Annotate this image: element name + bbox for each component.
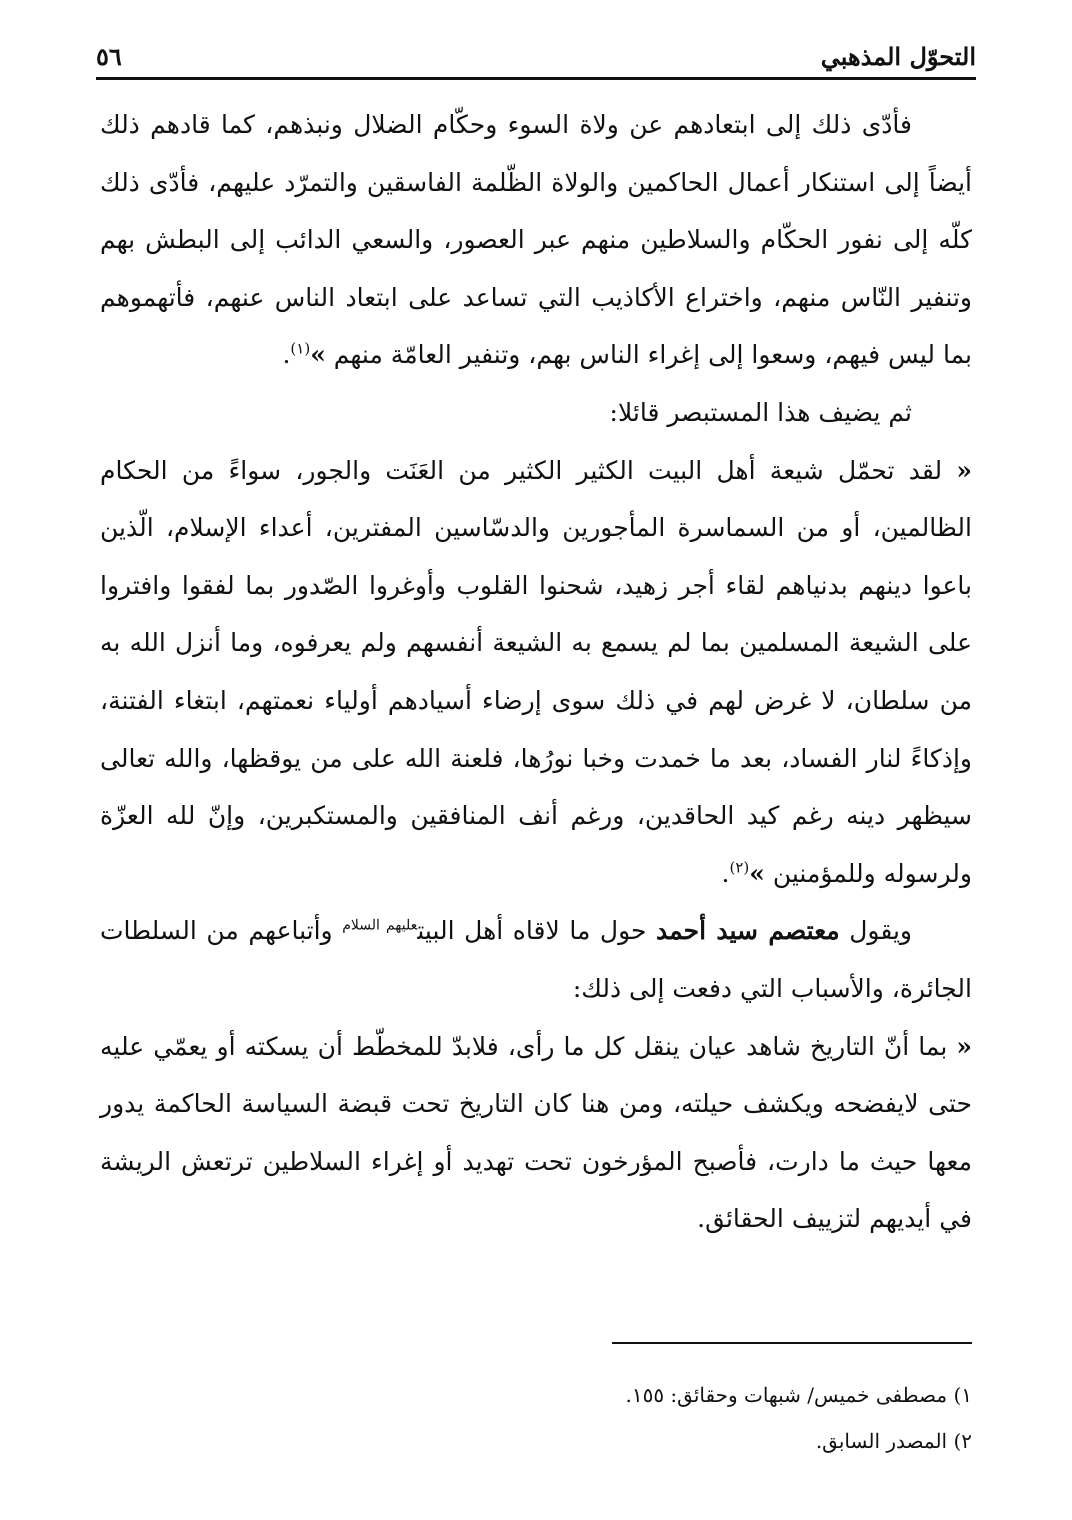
- paragraph-5: [100, 1018, 972, 1248]
- paragraph-1-text: فأدّى ذلك إلى ابتعادهم عن ولاة السوء وحكّام الضلال ونبذهم، كما قادهم ذلك أيضاً إلى استنكار أعمال الحاكمين والولاة الظّلمة الفاسقين والتمرّد عليهم، فأدّى ذلك كلّه إلى نفور الحكّام والسلاطين منهم عبر العصور، والسعي الدائب إلى البطش بهم وتنفير النّاس منهم، واختراع الأكاذيب التي تساعد على ابتعاد الناس عنهم، فأتهموهم بما ليس فيهم، وسعوا إلى إغراء الناس بهم، وتنفير العامّة منهم: [100, 110, 972, 370]
- page-number: ٥٦: [96, 42, 122, 71]
- closing-quote: »: [310, 340, 326, 370]
- author-name: معتصم سيد أحمد: [656, 916, 840, 946]
- paragraph-1-end: .: [282, 340, 291, 370]
- paragraph-1: [100, 96, 972, 384]
- opening-quote: «: [956, 1031, 972, 1061]
- paragraph-4: [100, 902, 972, 1017]
- paragraph-2-text: ثم يضيف هذا المستبصر قائلا:: [609, 397, 912, 427]
- paragraph-2: [100, 384, 972, 442]
- closing-quote: »: [749, 858, 765, 888]
- paragraph-3-end: .: [721, 858, 730, 888]
- opening-quote: «: [956, 455, 972, 485]
- footnote-divider: [612, 1342, 972, 1344]
- salawat-mark: عليهم السلام: [342, 917, 418, 934]
- footnote-ref-1: (١): [290, 340, 311, 359]
- footnotes: [100, 1372, 972, 1464]
- paragraph-4-mid: حول ما لاقاه أهل البيت: [417, 916, 647, 946]
- paragraph-3: [100, 442, 972, 903]
- running-title: التحوّل المذهبي: [820, 42, 976, 71]
- footnote-2: ٢) المصدر السابق.: [815, 1429, 972, 1453]
- paragraph-5-text: بما أنّ التاريخ شاهد عيان ينقل كل ما رأى، فلابدّ للمخطّط أن يسكته أو يعمّي عليه حتى لايفضحه ويكشف حيلته، ومن هنا كان التاريخ تحت قبضة السياسة الحاكمة يدور معها حيث ما دارت، فأصبح المؤرخون تحت تهديد أو إغراء السلاطين ترتعش الريشة في أيديهم لتزييف الحقائق.: [100, 1031, 972, 1234]
- footnote-1: ١) مصطفى خميس/ شبهات وحقائق: ١٥٥.: [625, 1383, 972, 1407]
- paragraph-4-end: وأتباعهم من السلطات الجائرة، والأسباب التي دفعت إلى ذلك:: [100, 916, 972, 1003]
- paragraph-4-start: ويقول: [849, 916, 913, 946]
- footnote-ref-2: (٢): [729, 858, 750, 877]
- body-text: [100, 96, 972, 1248]
- running-header: [96, 36, 976, 80]
- paragraph-3-text: لقد تحمّل شيعة أهل البيت الكثير الكثير من العَنَت والجور، سواءً من الحكام الظالمين، أو من السماسرة المأجورين والدسّاسين المفترين، أعداء الإسلام، الّذين باعوا دينهم بدنياهم لقاء أجر زهيد، شحنوا القلوب وأوغروا الصّدور بما لفقوا وافتروا على الشيعة المسلمين بما لم يسمع به الشيعة أنفسهم ولم يعرفوه، وما أنزل الله به من سلطان، لا غرض لهم في ذلك سوى إرضاء أسيادهم أولياء نعمتهم، ابتغاء الفتنة، وإذكاءً لنار الفساد، بعد ما خمدت وخبا نورُها، فلعنة الله على من يوقظها، والله تعالى سيظهر دينه رغم كيد الحاقدين، ورغم أنف المنافقين والمستكبرين، وإنّ لله العزّة ولرسوله وللمؤمنين: [100, 455, 973, 888]
